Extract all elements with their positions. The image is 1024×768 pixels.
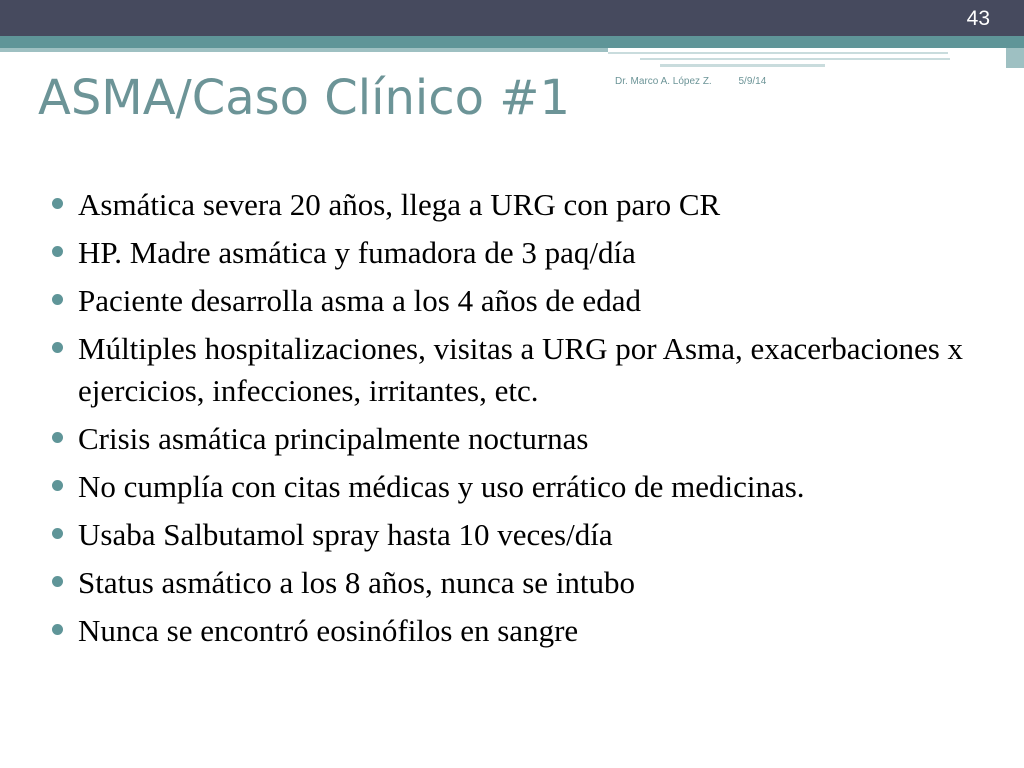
slide-number: 43 bbox=[966, 7, 990, 30]
bullet-dot-icon bbox=[52, 246, 63, 257]
bullet-text: Status asmático a los 8 años, nunca se intubo bbox=[78, 565, 636, 600]
header-accent-line bbox=[640, 58, 950, 60]
bullet-item bbox=[52, 466, 992, 508]
bullet-item bbox=[52, 328, 992, 412]
bullet-text: Crisis asmática principalmente nocturnas bbox=[78, 421, 589, 456]
header-accent-block bbox=[1006, 48, 1024, 68]
bullet-text: HP. Madre asmática y fumadora de 3 paq/día bbox=[78, 235, 636, 270]
bullet-item bbox=[52, 610, 992, 652]
author-label: Dr. Marco A. López Z. bbox=[615, 76, 712, 87]
bullet-item bbox=[52, 280, 992, 322]
bullet-item bbox=[52, 232, 992, 274]
bullet-text: Múltiples hospitalizaciones, visitas a URG por Asma, exacerbaciones x ejercicios, infecciones, irritantes, etc. bbox=[78, 331, 964, 408]
bullet-item bbox=[52, 184, 992, 226]
bullet-item bbox=[52, 562, 992, 604]
bullet-dot-icon bbox=[52, 342, 63, 353]
bullet-text: Asmática severa 20 años, llega a URG con paro CR bbox=[78, 187, 721, 222]
bullet-dot-icon bbox=[52, 528, 63, 539]
date-label: 5/9/14 bbox=[738, 76, 767, 87]
header-bar-light bbox=[0, 48, 608, 52]
bullet-dot-icon bbox=[52, 198, 63, 209]
bullet-dot-icon bbox=[52, 294, 63, 305]
bullet-list bbox=[52, 184, 992, 658]
bullet-dot-icon bbox=[52, 624, 63, 635]
header-accent-line bbox=[608, 52, 948, 54]
bullet-dot-icon bbox=[52, 432, 63, 443]
bullet-dot-icon bbox=[52, 480, 63, 491]
header-bar-teal bbox=[0, 36, 1024, 48]
bullet-dot-icon bbox=[52, 576, 63, 587]
header-bar-dark bbox=[0, 0, 1024, 36]
bullet-text: No cumplía con citas médicas y uso errático de medicinas. bbox=[78, 469, 805, 504]
slide-footer-info bbox=[615, 76, 766, 87]
bullet-text: Usaba Salbutamol spray hasta 10 veces/día bbox=[78, 517, 613, 552]
slide-title: ASMA/Caso Clínico #1 bbox=[38, 70, 571, 126]
header-accent-line bbox=[660, 64, 825, 67]
bullet-text: Paciente desarrolla asma a los 4 años de edad bbox=[78, 283, 641, 318]
bullet-text: Nunca se encontró eosinófilos en sangre bbox=[78, 613, 579, 648]
bullet-item bbox=[52, 514, 992, 556]
bullet-item bbox=[52, 418, 992, 460]
